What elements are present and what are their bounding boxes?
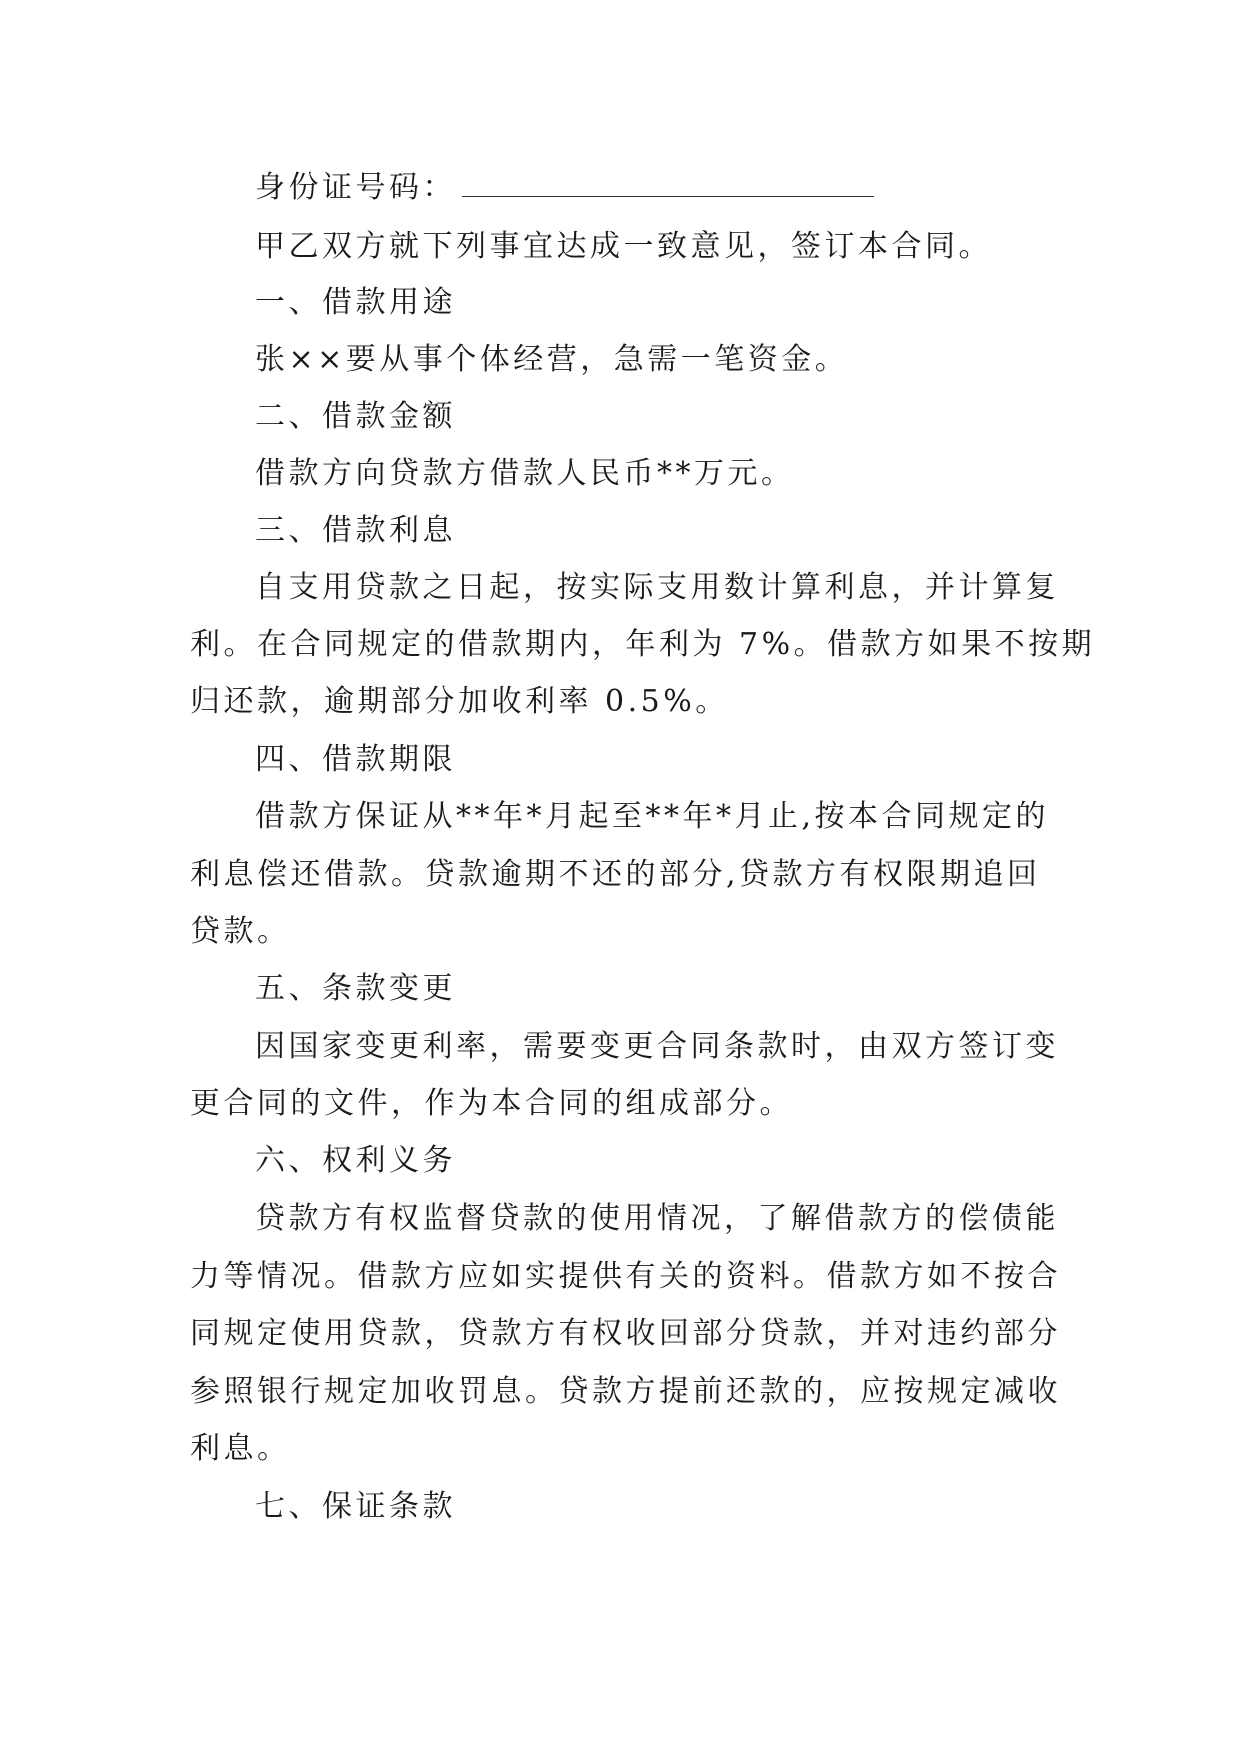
section-3-title: 三、借款利息 <box>255 513 456 548</box>
section-6-body-line-2: 力等情况。借款方应如实提供有关的资料。借款方如不按合 <box>190 1259 1061 1294</box>
section-7-title: 七、保证条款 <box>255 1489 456 1524</box>
section-6-body-line-5: 利息。 <box>190 1431 291 1466</box>
section-2-title: 二、借款金额 <box>255 399 456 434</box>
section-3-body-line-1: 自支用贷款之日起，按实际支用数计算利息，并计算复 <box>255 570 1059 605</box>
section-1-body: 张××要从事个体经营，急需一笔资金。 <box>255 342 849 377</box>
section-4-body-line-1: 借款方保证从**年*月起至**年*月止,按本合同规定的 <box>255 799 1050 834</box>
section-5-body-line-2: 更合同的文件，作为本合同的组成部分。 <box>190 1086 793 1121</box>
id-number-blank <box>462 168 874 197</box>
id-number-line <box>255 168 1050 208</box>
section-4-body-line-2: 利息偿还借款。贷款逾期不还的部分,贷款方有权限期追回 <box>190 857 1041 892</box>
section-6-title: 六、权利义务 <box>255 1143 456 1178</box>
section-4-title: 四、借款期限 <box>255 742 456 777</box>
id-number-label: 身份证号码： <box>255 170 456 205</box>
section-4-body-line-3: 贷款。 <box>190 914 291 949</box>
section-5-title: 五、条款变更 <box>255 971 456 1006</box>
section-6-body-line-3: 同规定使用贷款，贷款方有权收回部分贷款，并对违约部分 <box>190 1316 1061 1351</box>
section-5-body-line-1: 因国家变更利率，需要变更合同条款时，由双方签订变 <box>255 1029 1059 1064</box>
section-1-title: 一、借款用途 <box>255 285 456 320</box>
intro-paragraph: 甲乙双方就下列事宜达成一致意见，签订本合同。 <box>255 229 992 264</box>
section-3-body-line-2: 利。在合同规定的借款期内，年利为 7%。借款方如果不按期 <box>190 627 1096 662</box>
section-6-body-line-1: 贷款方有权监督贷款的使用情况，了解借款方的偿债能 <box>255 1201 1059 1236</box>
section-2-body: 借款方向贷款方借款人民币**万元。 <box>255 456 795 491</box>
section-3-body-line-3: 归还款，逾期部分加收利率 0.5%。 <box>190 684 729 719</box>
section-6-body-line-4: 参照银行规定加收罚息。贷款方提前还款的，应按规定减收 <box>190 1374 1061 1409</box>
